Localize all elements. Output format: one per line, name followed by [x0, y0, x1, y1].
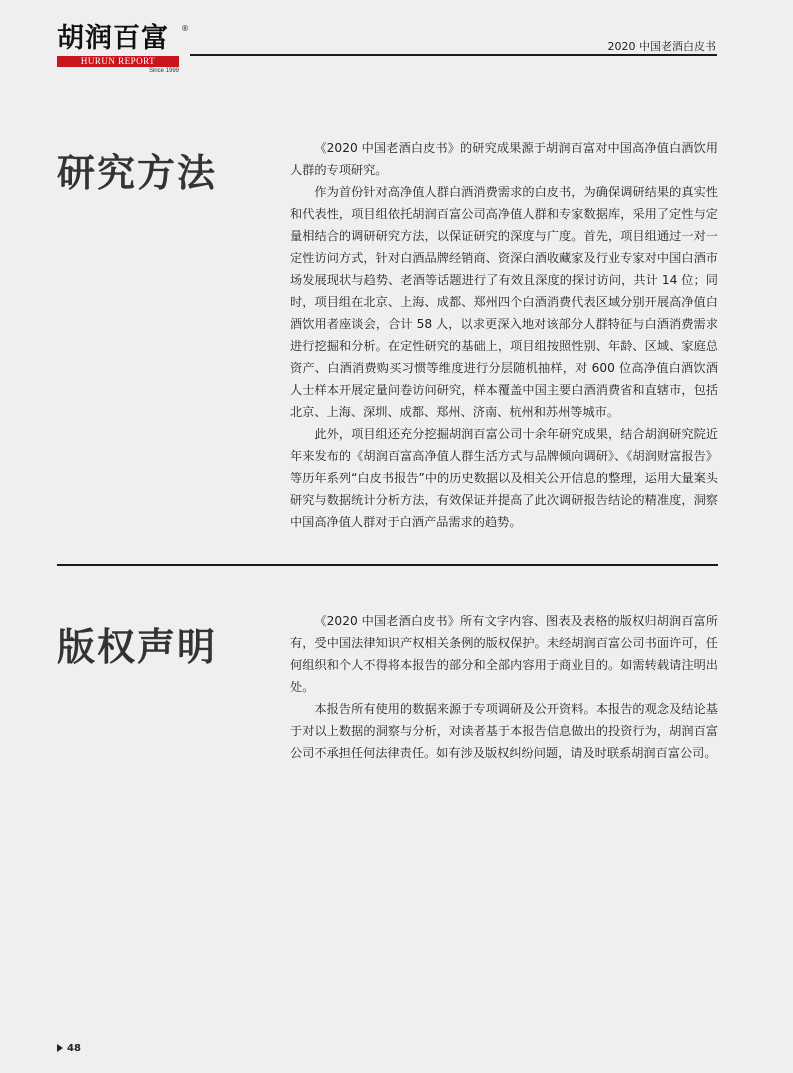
- section-title-copyright: 版权声明: [57, 625, 218, 669]
- logo-english-bar: HURUN REPORT: [57, 56, 179, 67]
- hurun-logo: [57, 23, 189, 74]
- paragraph: 作为首份针对高净值人群白酒消费需求的白皮书，为确保调研结果的真实性和代表性，项目组依托胡润百富公司高净值人群和专家数据库，采用了定性与定量相结合的调研研究方法，以保证研究的深度与广度。首先，项目组通过一对一定性访问方式，针对白酒品牌经销商、资深白酒收藏家及行业专家对中国白酒市场发展现状与趋势、老酒等话题进行了有效且深度的探讨访问，共计 14 位；同时，项目组在北京、上海、成都、郑州四个白酒消费代表区域分别开展高净值白酒饮用者座谈会，合计 58 人，以求更深入地对该部分人群特征与白酒消费需求进行挖掘和分析。在定性研究的基础上，项目组按照性别、年龄、区域、家庭总资产、白酒消费购买习惯等维度进行分层随机抽样，对 600 位高净值白酒饮酒人士样本开展定量问卷访问研究，样本覆盖中国主要白酒消费省和直辖市，包括北京、上海、深圳、成都、郑州、济南、杭州和苏州等城市。: [290, 185, 718, 419]
- registered-mark: ®: [181, 24, 189, 33]
- page-number: [57, 1043, 81, 1054]
- logo-chinese-text: 胡润百富: [57, 23, 169, 54]
- header-divider: [190, 54, 717, 56]
- paragraph: 《2020 中国老酒白皮书》所有文字内容、图表及表格的版权归胡润百富所有，受中国法律知识产权相关条例的版权保护。未经胡润百富公司书面许可，任何组织和个人不得将本报告的部分和全部内容用于商业目的。如需转载请注明出处。: [290, 614, 718, 694]
- header-title: 2020 中国老酒白皮书: [607, 40, 716, 53]
- page-number-value: 48: [67, 1043, 81, 1054]
- logo-since: Since 1999: [148, 68, 179, 74]
- paragraph: 此外，项目组还充分挖掘胡润百富公司十余年研究成果，结合胡润研究院近年来发布的《胡润百富高净值人群生活方式与品牌倾向调研》、《胡润财富报告》等历年系列“白皮书报告”中的历史数据以及相关公开信息的整理，运用大量案头研究与数据统计分析方法，有效保证并提高了此次调研报告结论的精准度，洞察中国高净值人群对于白酒产品需求的趋势。: [290, 427, 718, 529]
- section-title-research-method: 研究方法: [57, 151, 218, 195]
- paragraph: 《2020 中国老酒白皮书》的研究成果源于胡润百富对中国高净值白酒饮用人群的专项研究。: [290, 141, 718, 177]
- paragraph: 本报告所有使用的数据来源于专项调研及公开资料。本报告的观念及结论基于对以上数据的洞察与分析，对读者基于本报告信息做出的投资行为，胡润百富公司不承担任何法律责任。如有涉及版权纠纷问题，请及时联系胡润百富公司。: [290, 702, 718, 760]
- section-divider: [57, 564, 718, 566]
- copyright-text: [290, 610, 718, 764]
- research-method-text: [290, 137, 718, 533]
- triangle-icon: [57, 1044, 63, 1052]
